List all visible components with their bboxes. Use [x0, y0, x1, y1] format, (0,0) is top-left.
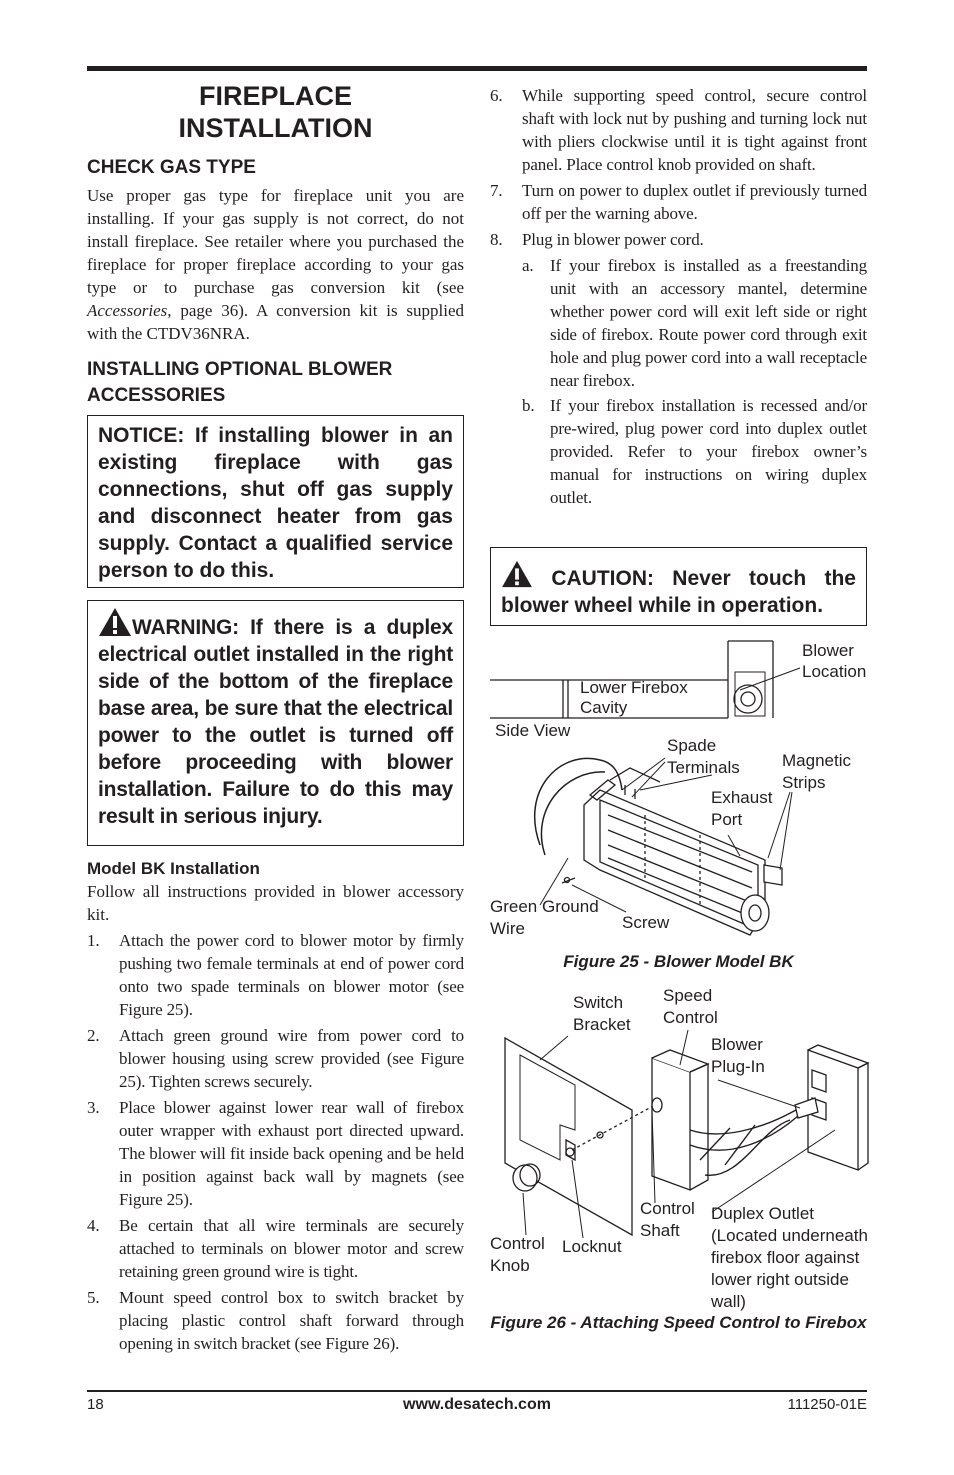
page-title-line1: FIREPLACE	[198, 81, 352, 111]
switch-bracket-diagram	[505, 1038, 655, 1235]
figure-26-caption: Figure 26 - Attaching Speed Control to Firebox	[490, 1313, 867, 1332]
step-text: Place blower against lower rear wall of firebox outer wrapper with exhaust port directed upward. The blower will fit inside back opening and be held in position against back wall by magnets (see Figure 25).	[119, 1098, 464, 1209]
step-text: While supporting speed control, secure control shaft with lock nut by pushing and turning lock nut with pliers clockwise until it is tight against front panel. Place control knob provided on shaft.	[522, 86, 867, 174]
check-gas-heading: CHECK GAS TYPE	[87, 157, 256, 178]
step-number: 5.	[87, 1288, 100, 1307]
blower-section-heading-line2: ACCESSORIES	[87, 385, 226, 406]
label-speed-control: Speed Control	[663, 986, 718, 1027]
speed-control-box	[652, 1050, 708, 1190]
step-number: 8.	[490, 230, 503, 249]
substep-letter: a.	[522, 256, 534, 275]
model-bk-heading: Model BK Installation	[87, 859, 260, 878]
step-text: Attach green ground wire from power cord to blower housing using screw provided (see Figure 25). Tighten screws securely.	[119, 1026, 464, 1091]
page-title-line2: INSTALLATION	[178, 113, 373, 143]
notice-text: NOTICE: If installing blower in an existing fireplace with gas connections, shut off gas supply and disconnect heater from gas supply. Contact a qualified service person to do this.	[98, 424, 453, 582]
label-lower-firebox-cavity: Lower Firebox Cavity	[580, 678, 688, 717]
bottom-rule	[87, 1390, 867, 1392]
substep-letter: b.	[522, 396, 535, 415]
label-control-knob: Control Knob	[490, 1234, 545, 1275]
label-blower-location: Blower Location	[802, 641, 867, 681]
warning-text: WARNING: If there is a duplex electrical outlet installed in the right side of the bottom of the fireplace base area, be sure that the electrical power to the outlet is turned off before proceeding with blower installation. Failure to do this may result in serious injury.	[98, 616, 453, 828]
label-locknut: Locknut	[562, 1237, 622, 1256]
label-switch-bracket: Switch Bracket	[573, 993, 631, 1034]
substep-text: If your firebox installation is recessed and/or pre-wired, plug power cord into duplex outlet provided. Refer to your firebox owner’s manual for instructions on wiring duplex outlet.	[550, 396, 867, 507]
step-text: Plug in blower power cord.	[522, 230, 704, 249]
step-number: 4.	[87, 1216, 100, 1235]
label-duplex-outlet: Duplex Outlet (Located underneath firebox floor against lower right outside wall)	[711, 1204, 868, 1311]
check-gas-text-before: Use proper gas type for fireplace unit you are installing. If your gas supply is not correct, do not install fireplace. See retailer where you purchased the fireplace for proper fireplace according to your gas type or to purchase gas conversion kit (see	[87, 186, 464, 297]
step-text: Attach the power cord to blower motor by firmly pushing two female terminals at end of power cord onto two spade terminals on blower motor (see Figure 25).	[119, 931, 464, 1019]
model-bk-intro: Follow all instructions provided in blower accessory kit.	[87, 882, 464, 924]
website-link[interactable]: www.desatech.com	[403, 1396, 551, 1413]
label-green-ground-wire: Green Ground Wire	[490, 897, 599, 938]
label-control-shaft: Control Shaft	[640, 1199, 695, 1240]
step-text: Turn on power to duplex outlet if previously turned off per the warning above.	[522, 181, 867, 223]
document-number: 111250-01E	[787, 1396, 867, 1413]
step-text: Mount speed control box to switch bracket by placing plastic control shaft forward through opening in switch bracket (see Figure 26).	[119, 1288, 464, 1353]
substep-text: If your firebox is installed as a freestanding unit with an accessory mantel, determine whether power cord will exit left side or right side of firebox. Route power cord through exit hole and plug power cord into a wall receptacle near firebox.	[550, 256, 867, 390]
caution-text: CAUTION: Never touch the blower wheel while in operation.	[501, 567, 856, 617]
step-number: 3.	[87, 1098, 100, 1117]
label-magnetic-strips: Magnetic Strips	[782, 751, 851, 792]
label-blower-plug-in: Blower Plug-In	[711, 1035, 765, 1076]
label-side-view: Side View	[495, 721, 571, 740]
step-number: 1.	[87, 931, 100, 950]
label-exhaust-port: Exhaust Port	[711, 788, 773, 829]
blower-section-heading-line1: INSTALLING OPTIONAL BLOWER	[87, 359, 393, 380]
step-number: 2.	[87, 1026, 100, 1045]
step-text: Be certain that all wire terminals are securely attached to terminals on blower motor and screw retaining green ground wire is tight.	[119, 1216, 464, 1281]
page-number: 18	[87, 1396, 104, 1413]
step-number: 7.	[490, 181, 503, 200]
duplex-outlet-diagram	[795, 1045, 868, 1170]
label-spade-terminals: Spade Terminals	[667, 736, 740, 777]
figure-25-caption: Figure 25 - Blower Model BK	[563, 952, 794, 971]
label-screw: Screw	[622, 913, 670, 932]
check-gas-text-after: , page 36). A conversion kit is supplied with the CTDV36NRA.	[87, 301, 464, 343]
accessories-reference: Accessories	[87, 301, 168, 320]
step-number: 6.	[490, 86, 503, 105]
